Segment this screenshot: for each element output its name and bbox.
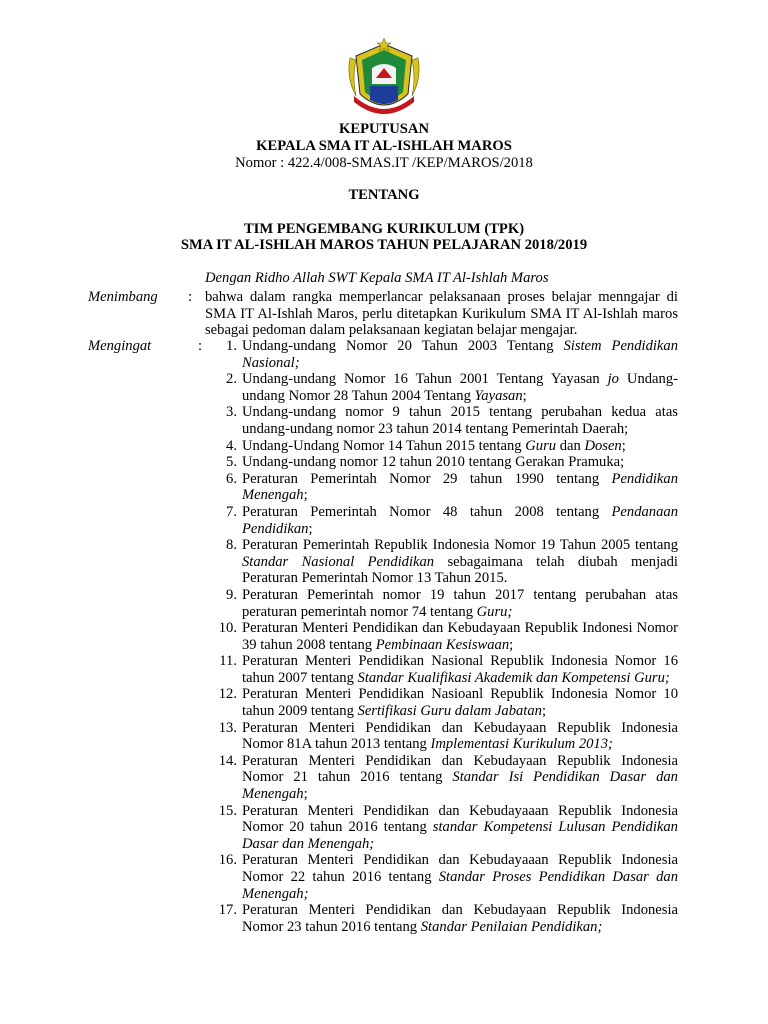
menimbang-text: bahwa dalam rangka memperlancar pelaksanaan proses belajar menngajar di SMA IT Al-Ishlah Maros, perlu ditetapkan Kurikulum SMA IT Al-Ishlah maros sebagai pedoman dalam pelaksanaan kegiatan belajar mengajar.	[205, 289, 678, 339]
about-heading: TENTANG	[348, 187, 420, 203]
list-item: 2. Undang-undang Nomor 16 Tahun 2001 Tentang Yayasan jo Undang-undang Nomor 28 Tahun 2004 Tentang Yayasan;	[204, 371, 678, 404]
item-number: 5.	[226, 454, 237, 471]
document-title: KEPUTUSAN	[338, 121, 429, 137]
item-number: 14.	[218, 752, 237, 769]
list-item: 9. Peraturan Pemerintah nomor 19 tahun 2017 tentang perubahan atas peraturan pemerintah nomor 74 tentang Guru;	[204, 587, 678, 620]
list-item: 11. Peraturan Menteri Pendidikan Nasional Republik Indonesia Nomor 16 tahun 2007 tentang Standar Kualifikasi Akademik dan Kompetensi Guru;	[204, 653, 678, 686]
list-item: 16. Peraturan Menteri Pendidikan dan Kebudayaaan Republik Indonesia Nomor 22 tahun 2016 tentang Standar Proses Pendidikan Dasar dan Menengah;	[204, 852, 678, 902]
item-number: 8.	[226, 537, 237, 554]
list-item: 6. Peraturan Pemerintah Nomor 29 tahun 1990 tentang Pendidikan Menengah;	[204, 471, 678, 504]
item-number: 2.	[226, 371, 237, 388]
decree-number: Nomor : 422.4/008-SMAS.IT /KEP/MAROS/2018	[235, 155, 533, 171]
item-number: 15.	[218, 802, 237, 819]
regency-emblem-icon	[346, 38, 422, 118]
item-number: 1.	[226, 338, 237, 354]
list-item: 10. Peraturan Menteri Pendidikan dan Kebudayaan Republik Indonesi Nomor 39 tahun 2008 tentang Pembinaan Kesiswaan;	[204, 620, 678, 653]
item-number: 11.	[219, 653, 237, 670]
item-number: 9.	[226, 586, 237, 603]
list-item: 8. Peraturan Pemerintah Republik Indonesia Nomor 19 Tahun 2005 tentang Standar Nasional Pendidikan sebagaimana telah diubah menjadi Peraturan Pemerintah Nomor 13 Tahun 2015.	[204, 537, 678, 587]
item-number: 4.	[226, 437, 237, 454]
list-item: 4. Undang-Undang Nomor 14 Tahun 2015 tentang Guru dan Dosen;	[204, 438, 678, 455]
intro-line: Dengan Ridho Allah SWT Kepala SMA IT Al-Ishlah Maros	[205, 270, 549, 286]
list-item: 13. Peraturan Menteri Pendidikan dan Kebudayaan Republik Indonesia Nomor 81A tahun 2013 tentang Implementasi Kurikulum 2013;	[204, 720, 678, 753]
list-item: 12. Peraturan Menteri Pendidikan Nasioanl Republik Indonesia Nomor 10 tahun 2009 tentang Sertifikasi Guru dalam Jabatan;	[204, 686, 678, 719]
mengingat-label: Mengingat	[88, 338, 152, 354]
list-item: 5. Undang-undang nomor 12 tahun 2010 tentang Gerakan Pramuka;	[204, 454, 678, 471]
mengingat-colon: :	[198, 338, 203, 354]
list-item: 7. Peraturan Pemerintah Nomor 48 tahun 2008 tentang Pendanaan Pendidikan;	[204, 504, 678, 537]
list-item: 1. Undang-undang Nomor 20 Tahun 2003 Tentang Sistem Pendidikan Nasional;	[204, 338, 678, 371]
menimbang-label: Menimbang	[88, 289, 158, 305]
list-item: 3. Undang-undang nomor 9 tahun 2015 tentang perubahan kedua atas undang-undang nomor 23 tahun 2014 tentang Pemerintah Daerah;	[204, 404, 678, 437]
item-number: 6.	[226, 470, 237, 487]
subject-line-1: TIM PENGEMBANG KURIKULUM (TPK)	[243, 221, 525, 237]
item-number: 7.	[226, 503, 237, 520]
menimbang-colon: :	[188, 289, 193, 305]
item-number: 10.	[218, 620, 237, 637]
list-item: 17. Peraturan Menteri Pendidikan dan Kebudayaan Republik Indonesia Nomor 23 tahun 2016 tentang Standar Penilaian Pendidikan;	[204, 902, 678, 935]
item-number: 17.	[218, 902, 237, 919]
subject-line-2: SMA IT AL-ISHLAH MAROS TAHUN PELAJARAN 2018/2019	[180, 237, 588, 253]
item-number: 12.	[218, 686, 237, 703]
issuer-line: KEPALA SMA IT AL-ISHLAH MAROS	[256, 138, 512, 154]
item-number: 3.	[226, 404, 237, 421]
list-item: 14. Peraturan Menteri Pendidikan dan Kebudayaan Republik Indonesia Nomor 21 tahun 2016 tentang Standar Isi Pendidikan Dasar dan Menengah;	[204, 753, 678, 803]
list-item: 15. Peraturan Menteri Pendidikan dan Kebudayaaan Republik Indonesia Nomor 20 tahun 2016 tentang standar Kompetensi Lulusan Pendidikan Dasar dan Menengah;	[204, 803, 678, 853]
item-number: 16.	[218, 852, 237, 869]
mengingat-list	[204, 338, 678, 935]
item-number: 13.	[218, 719, 237, 736]
